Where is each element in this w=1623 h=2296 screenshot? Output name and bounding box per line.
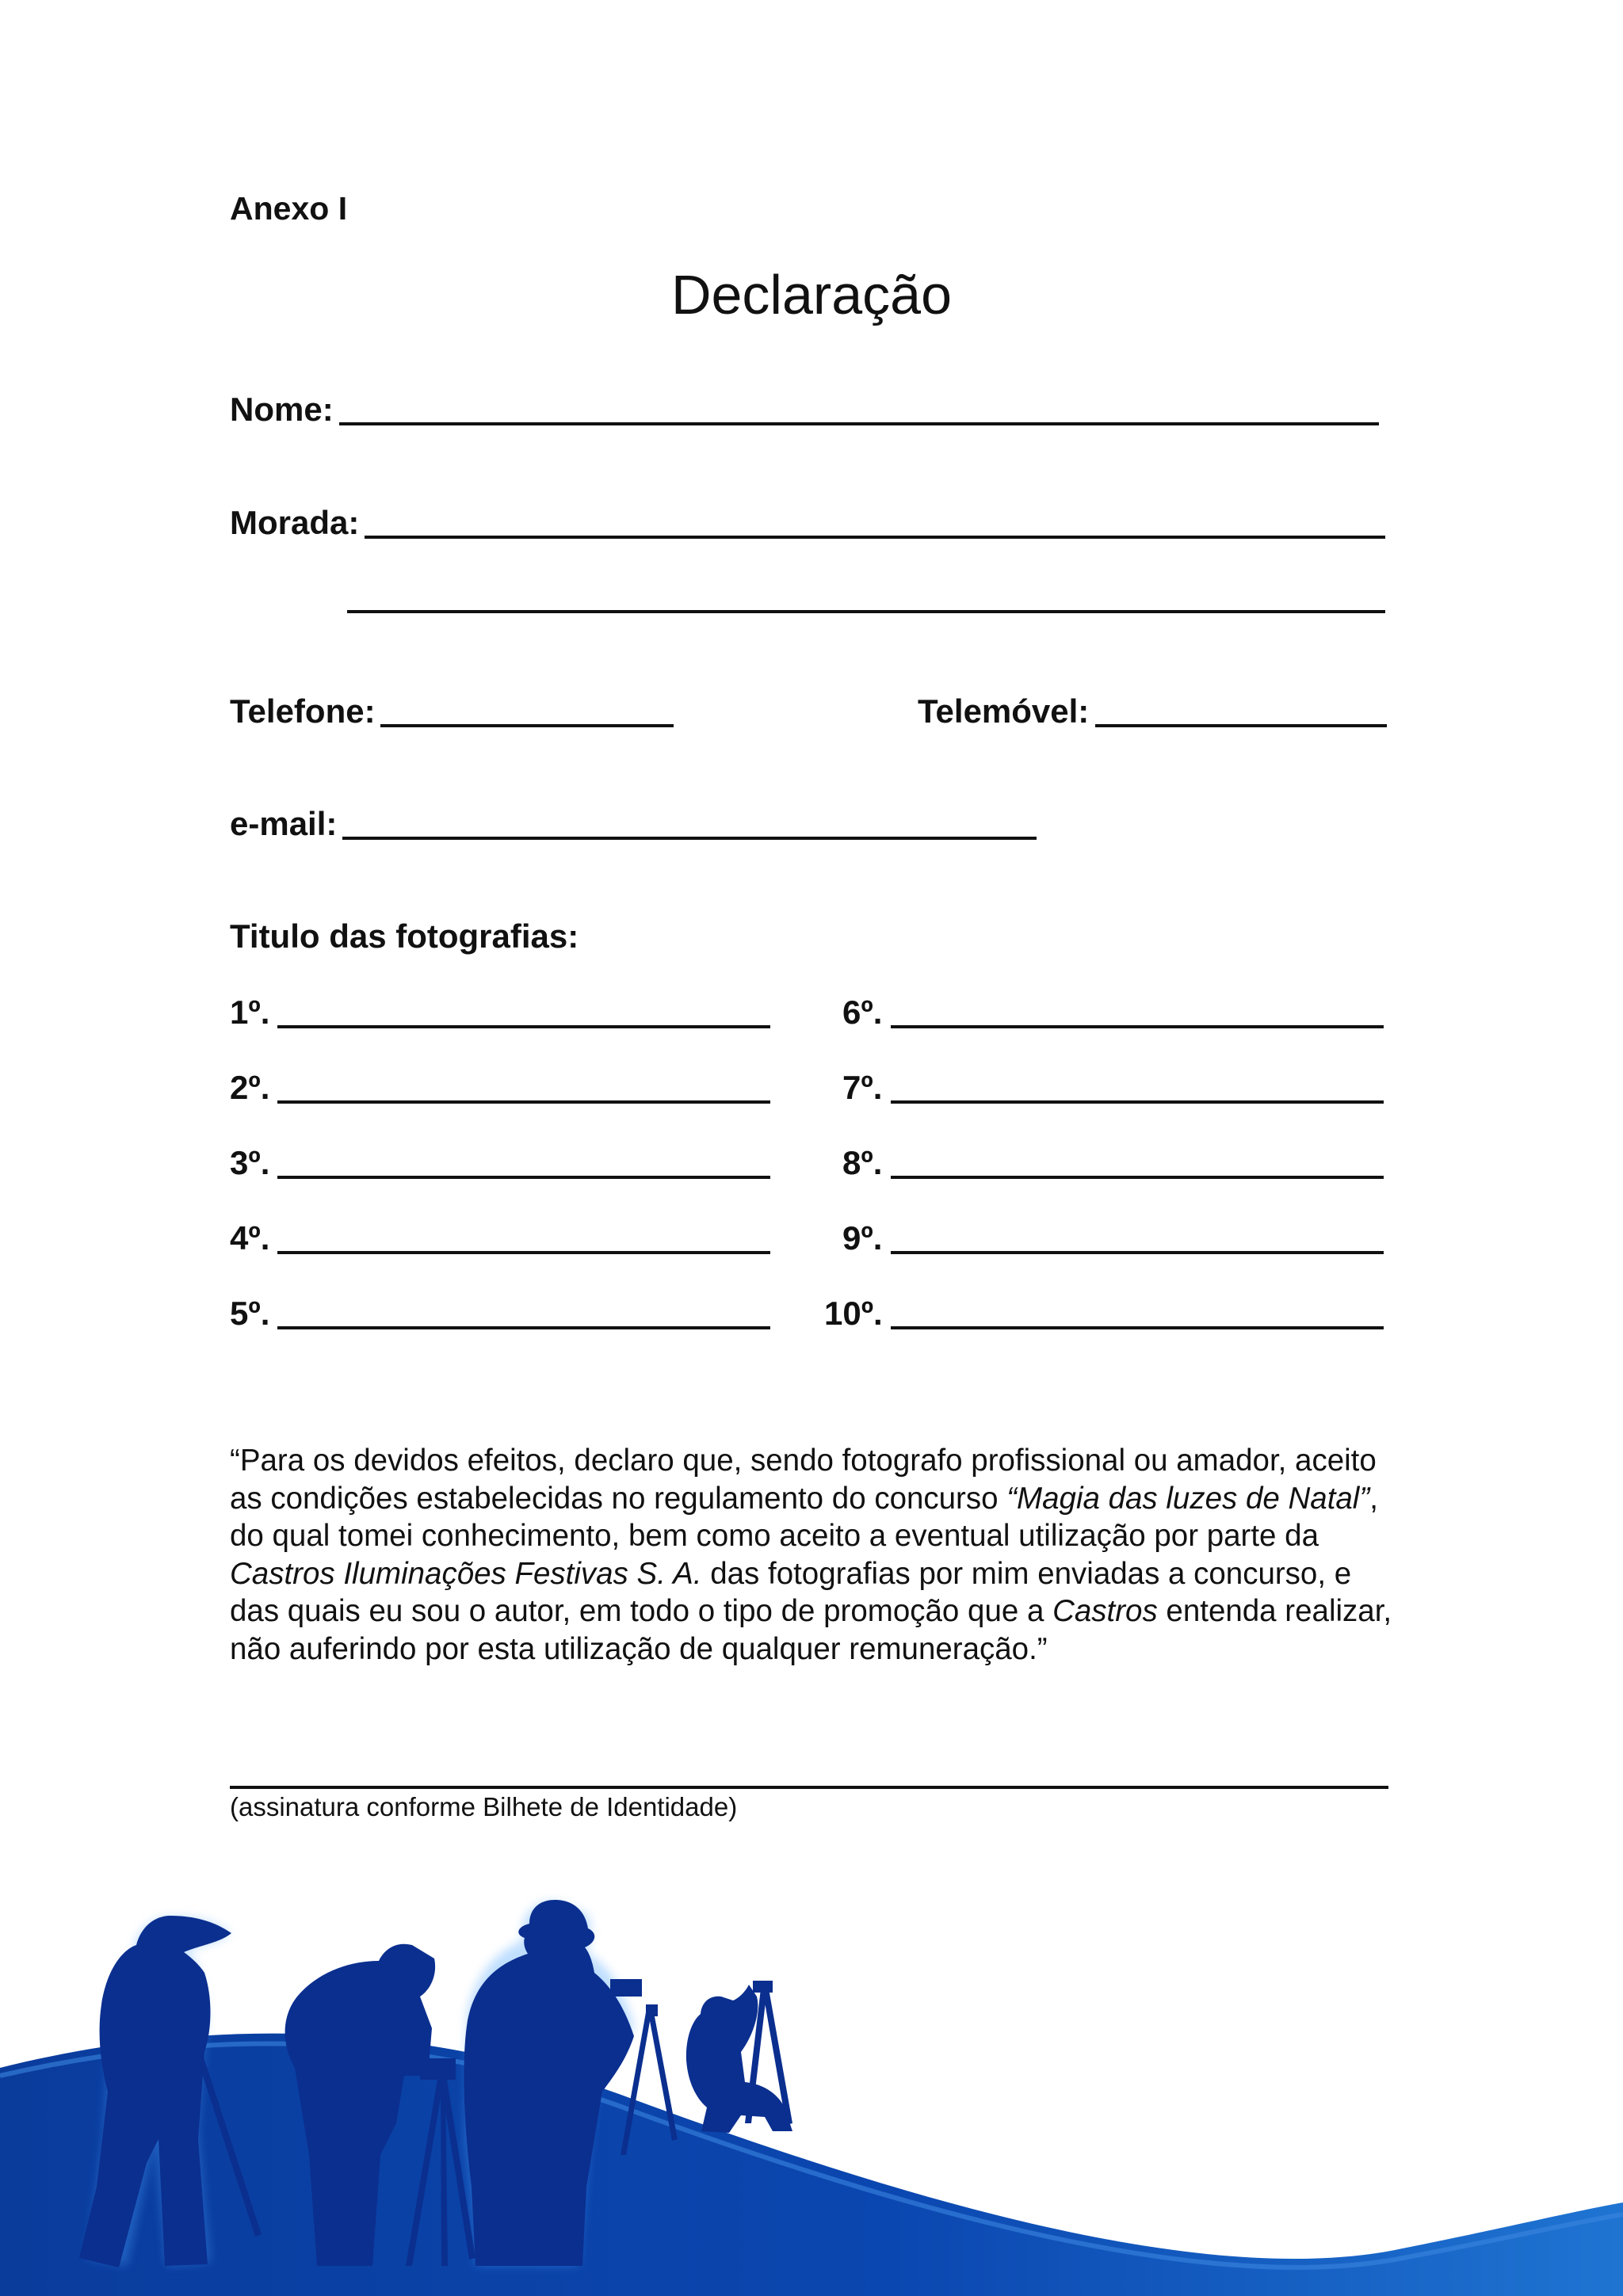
mobile-label: Telemóvel: <box>918 692 1090 730</box>
declaration-part-4: entenda realizar, não auferindo por esta utilização de qualquer remuneração.” <box>230 1594 1392 1666</box>
photos-title-label: Titulo das fotografias: <box>230 917 579 955</box>
name-label: Nome: <box>230 391 334 428</box>
email-label: e-mail: <box>230 805 338 842</box>
contest-name: “Magia das luzes de Natal” <box>1006 1481 1370 1516</box>
signature-caption: (assinatura conforme Bilhete de Identidade) <box>230 1792 738 1821</box>
phone-label: Telefone: <box>230 692 376 730</box>
photo-number-6: 6º. <box>842 994 883 1031</box>
photo-number-8: 8º. <box>842 1144 883 1181</box>
declaration-part-3: das fotografias por mim enviadas a concurso, e das quais eu sou o autor, em todo o tipo de promoção que a <box>230 1556 1352 1628</box>
photo-number-9: 9º. <box>842 1219 883 1257</box>
photo-number-7: 7º. <box>842 1069 883 1106</box>
blue-wave <box>0 2034 1623 2296</box>
photo-number-3: 3º. <box>230 1144 270 1181</box>
declaration-part-2: , do qual tomei conhecimento, bem como aceito a eventual utilização por parte da <box>230 1481 1378 1553</box>
page-title: Declaração <box>670 264 953 326</box>
photo-number-1: 1º. <box>230 994 270 1031</box>
photo-number-2: 2º. <box>230 1069 270 1106</box>
camera-3 <box>610 1979 642 1997</box>
photo-number-5: 5º. <box>230 1295 270 1332</box>
photo-number-10: 10º. <box>824 1295 883 1332</box>
address-label: Morada: <box>230 504 360 541</box>
company-name: Castros Iluminações Festivas S. A. <box>230 1556 702 1591</box>
photo-number-4: 4º. <box>230 1219 270 1257</box>
camera-2 <box>420 2058 456 2080</box>
declaration-part-1: “Para os devidos efeitos, declaro que, sendo fotografo profissional ou amador, aceito as condições estabelecidas no regulamento do concurso <box>230 1444 1377 1516</box>
annex-label: Anexo I <box>230 190 348 227</box>
company-short-name: Castros <box>1052 1594 1158 1628</box>
